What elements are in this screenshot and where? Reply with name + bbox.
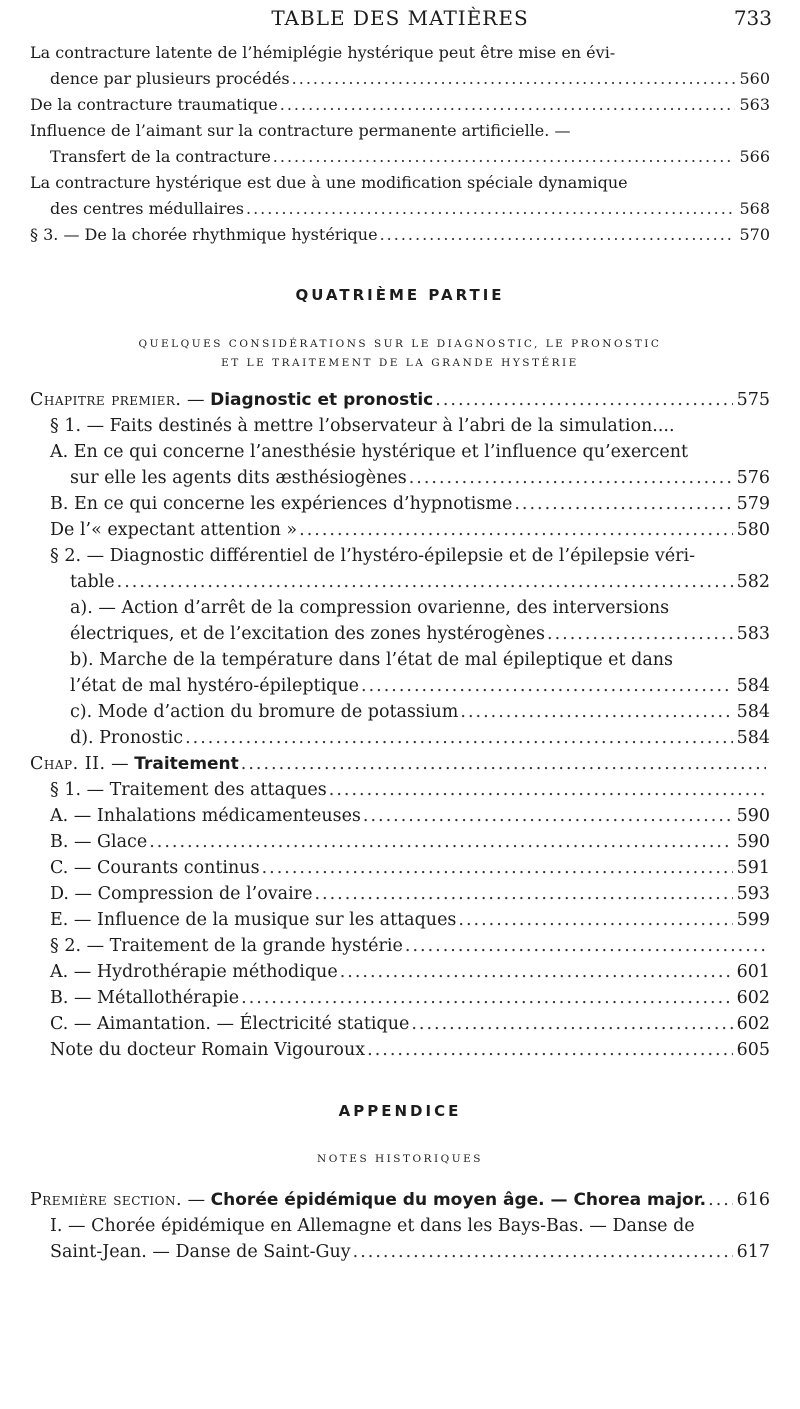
toc-entry [70,468,770,494]
chapter-title: Traitement [134,754,239,774]
entry-text: des centres médullaires [50,199,244,218]
entry-text: électriques, et de l’excitation des zones hystérogènes [70,624,545,644]
entry-page: 563 [739,95,770,114]
toc-entry [50,494,770,520]
toc-entry [50,884,770,910]
entry-page: 601 [736,962,770,982]
entry-page: 583 [736,624,770,644]
toc-entry-line: I. — Chorée épidémique en Allemagne et dans les Bays-Bas. — Danse de [50,1216,695,1236]
entry-page: 576 [736,468,770,488]
entry-page: 616 [736,1190,770,1210]
entry-page: 560 [739,69,770,88]
entry-page: 582 [736,572,770,592]
toc-entry [50,858,770,884]
entry-text: § 3. — De la chorée rhythmique hystérique [30,225,378,244]
toc-entry [50,806,770,832]
section-heading: Première section. — Chorée épidémique du moyen âge. — Chorea major. ..... 616 [30,1190,770,1216]
toc-entry-line: La contracture latente de l’hémiplégie hystérique peut être mise en évi- [30,43,616,62]
toc-entry [50,832,770,858]
entry-page: 584 [736,728,770,748]
entry-page: 602 [736,988,770,1008]
entry-text: De l’« expectant attention » [50,520,298,540]
toc-entry-line: La contracture hystérique est due à une modification spéciale dynamique [30,173,628,192]
chapter-label: Chap. II. [30,754,106,774]
entry-page: 575 [736,390,770,410]
toc-entry [50,910,770,936]
entry-text: Saint-Jean. — Danse de Saint-Guy [50,1242,351,1262]
entry-text: E. — Influence de la musique sur les attaques [50,910,457,930]
page-number: 733 [733,6,772,30]
chapter-label: Chapitre premier. [30,390,182,410]
entry-text: sur elle les agents dits æsthésiogènes [70,468,407,488]
entry-text: Note du docteur Romain Vigouroux [50,1040,366,1060]
toc-entry-line: § 1. — Faits destinés à mettre l’observateur à l’abri de la simulation.... [50,416,675,436]
running-head [0,6,800,36]
toc-entry [30,95,770,121]
entry-text: C. — Aimantation. — Électricité statique [50,1014,410,1034]
toc-entry [50,1242,770,1268]
entry-text: d). Pronostic [70,728,184,748]
part-heading: QUATRIÈME PARTIE [295,286,505,304]
toc-entry-line: Influence de l’aimant sur la contracture permanente artificielle. — [30,121,571,140]
entry-page: 605 [736,1040,770,1060]
part-subtitle: QUELQUES CONSIDÉRATIONS SUR LE DIAGNOSTIC, LE PRONOSTIC [138,338,662,350]
entry-text: c). Mode d’action du bromure de potassium [70,702,459,722]
toc-entry [50,780,770,806]
toc-entry [70,702,770,728]
toc-entry [50,936,770,962]
entry-text: De la contracture traumatique [30,95,278,114]
toc-entry [70,572,770,598]
entry-page: 579 [736,494,770,514]
toc-entry [50,520,770,546]
chapter-heading: Chap. II. — Traitement ..... [30,754,770,780]
toc-entry-line: A. En ce qui concerne l’anesthésie hystérique et l’influence qu’exercent [50,442,688,462]
entry-page: 590 [736,832,770,852]
entry-page: 566 [739,147,770,166]
entry-text: A. — Hydrothérapie méthodique [50,962,338,982]
entry-page: 570 [739,225,770,244]
toc-entry [50,1040,770,1066]
entry-text: § 2. — Traitement de la grande hystérie [50,936,403,956]
toc-entry [50,147,770,173]
entry-text: l’état de mal hystéro-épileptique [70,676,359,696]
toc-entry [50,1014,770,1040]
entry-page: 590 [736,806,770,826]
entry-text: A. — Inhalations médicamenteuses [50,806,361,826]
appendix-subtitle: NOTES HISTORIQUES [317,1153,483,1165]
entry-page: 593 [736,884,770,904]
entry-page: 591 [736,858,770,878]
entry-page: 580 [736,520,770,540]
entry-text: dence par plusieurs procédés [50,69,290,88]
toc-entry [50,988,770,1014]
entry-text: table [70,572,115,592]
running-title: TABLE DES MATIÈRES [271,6,529,30]
toc-entry-line: b). Marche de la température dans l’état de mal épileptique et dans [70,650,674,670]
entry-text: B. En ce qui concerne les expériences d’hypnotisme [50,494,513,514]
toc-entry [70,728,770,754]
entry-text: B. — Glace [50,832,148,852]
toc-entry [70,676,770,702]
entry-page: 602 [736,1014,770,1034]
toc-entry [50,962,770,988]
part-subtitle: ET LE TRAITEMENT DE LA GRANDE HYSTÉRIE [221,357,579,369]
entry-page: 617 [736,1242,770,1262]
toc-entry [50,199,770,225]
toc-entry [70,624,770,650]
toc-entry-line: § 2. — Diagnostic différentiel de l’hystéro-épilepsie et de l’épilepsie véri- [50,546,695,566]
section-label: Première section. [30,1190,183,1210]
entry-text: D. — Compression de l’ovaire [50,884,313,904]
entry-text: Transfert de la contracture [50,147,271,166]
entry-page: 568 [739,199,770,218]
entry-text: C. — Courants continus [50,858,260,878]
entry-text: § 1. — Traitement des attaques [50,780,327,800]
toc-entry-line: a). — Action d’arrêt de la compression ovarienne, des interversions [70,598,670,618]
chapter-heading: Chapitre premier. — Diagnostic et pronostic ..... 575 [30,390,770,416]
entry-page: 599 [736,910,770,930]
section-title: Chorée épidémique du moyen âge. — Chorea major. [210,1190,707,1210]
toc-entry [50,69,770,95]
entry-page: 584 [736,702,770,722]
toc-entry [30,225,770,251]
entry-text: B. — Métallothérapie [50,988,240,1008]
appendix-heading: APPENDICE [338,1102,462,1120]
chapter-title: Diagnostic et pronostic [210,390,434,410]
entry-page: 584 [736,676,770,696]
